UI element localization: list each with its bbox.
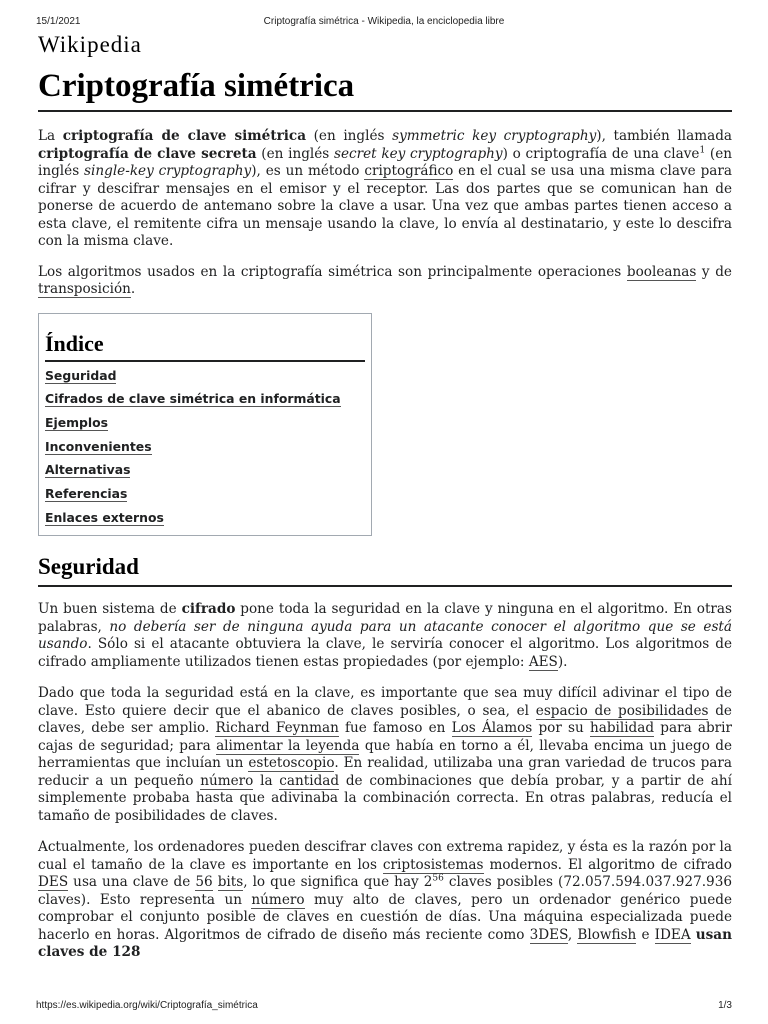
print-page-title: Criptografía simétrica - Wikipedia, la enciclopedia libre — [263, 16, 505, 27]
inline-link[interactable]: Richard Feynman — [215, 720, 339, 737]
intro-paragraph-1 — [38, 128, 732, 251]
text-run: (en inglés — [38, 145, 733, 179]
italic-text: no debería ser de ninguna ayuda para un atacante conocer el algoritmo que se está usando — [38, 618, 732, 653]
bold-text: usan claves de 128 — [38, 926, 732, 961]
inline-link[interactable]: habilidad — [589, 720, 655, 737]
inline-link[interactable]: número — [251, 891, 305, 908]
inline-link[interactable]: DES — [38, 874, 69, 891]
bold-text: criptografía de clave secreta — [38, 145, 257, 162]
toc-title: Índice — [45, 330, 365, 362]
toc-item-seguridad[interactable] — [45, 364, 365, 388]
text-run: , lo que significa que hay 2 — [243, 874, 433, 891]
text-run: pone toda la seguridad en la clave y ninguna en el algoritmo. En otras palabras, — [38, 601, 732, 635]
inline-link[interactable]: bits — [217, 874, 244, 891]
table-of-contents — [38, 313, 372, 537]
italic-text: secret key cryptography — [334, 145, 503, 162]
inline-link[interactable]: estetoscopio — [248, 755, 335, 772]
toc-item-inconvenientes[interactable] — [45, 435, 365, 459]
text-run: en el cual se usa una misma clave para cifrar y descifrar mensajes en el emisor y el receptor. Las dos partes que se comunican han de ponerse de acuerdo de antemano sobre la clave a usar. Una vez que ambas partes tienen acceso a esta clave, el remitente cifra un mensaje usando la clave, lo envía al destinatario, y este lo descifra con la misma clave. — [38, 163, 732, 249]
text-run: que había en torno a él, llevaba encima un juego de herramientas que incluían un — [38, 737, 732, 772]
text-run: muy alto de claves, pero un ordenador genérico puede comprobar el conjunto posible de claves en cuestión de días. Una máquina especializada puede hacerlo en horas. Algoritmos de cifrado de diseño más reciente como — [38, 891, 732, 943]
inline-link[interactable]: 3DES — [529, 926, 568, 943]
toc-item-referencias[interactable] — [45, 482, 365, 506]
bold-text: cifrado — [181, 601, 236, 618]
italic-text: symmetric key cryptography — [392, 128, 597, 144]
text-run: y de — [696, 263, 732, 280]
wikipedia-wordmark[interactable] — [38, 32, 142, 58]
bold-text: criptografía de clave simétrica — [62, 128, 307, 144]
article-content — [38, 66, 732, 962]
intro-paragraph-2 — [38, 264, 732, 299]
text-run: e — [636, 926, 655, 943]
text-run: Dado que toda la seguridad está en la clave, es importante que sea muy difícil adivinar el tipo de clave. Esto quiere decir que el abanico de claves posibles, o sea, el — [38, 685, 732, 719]
print-header — [36, 16, 732, 30]
text-run: modernos. El algoritmo de cifrado — [483, 856, 732, 873]
inline-link[interactable]: IDEA — [654, 926, 691, 943]
inline-link[interactable]: booleanas — [626, 263, 697, 280]
section-heading-seguridad: Seguridad — [38, 553, 732, 587]
text-run: por su — [532, 720, 590, 737]
toc-link[interactable]: Ejemplos — [45, 414, 109, 430]
superscript: 1 — [699, 144, 706, 155]
seguridad-paragraph-2 — [38, 685, 732, 825]
inline-link[interactable]: número — [200, 772, 254, 789]
toc-list — [45, 364, 365, 530]
toc-link[interactable]: Seguridad — [45, 367, 117, 383]
text-run: , — [567, 926, 578, 943]
text-run: la — [253, 772, 280, 789]
text-run: (en inglés — [256, 145, 334, 162]
seguridad-paragraph-1 — [38, 601, 732, 671]
text-run: Actualmente, los ordenadores pueden descifrar claves con extrema rapidez, y ésta es la razón por la cual el tamaño de la clave es importante en los — [38, 839, 732, 873]
text-run: Un buen sistema de — [38, 601, 182, 618]
toc-link[interactable]: Cifrados de clave simétrica en informática — [45, 391, 341, 407]
text-run: de combinaciones que debía probar, y a partir de ahí simplemente probaba hasta que adivinaba la combinación correcta. En otras palabras, reducía el tamaño de posibilidades de claves. — [38, 772, 732, 824]
inline-link[interactable]: criptosistemas — [382, 856, 484, 873]
inline-link[interactable]: espacio de posibilidades — [535, 702, 709, 719]
text-run: La — [38, 128, 63, 144]
inline-link[interactable]: cantidad — [279, 772, 340, 789]
inline-link[interactable]: Los Álamos — [451, 720, 533, 737]
text-run: ). — [557, 653, 568, 670]
toc-link[interactable]: Alternativas — [45, 462, 131, 478]
text-run: . Sólo si el atacante obtuviera la clave, le serviría conocer el algoritmo. Los algoritmos de cifrado ampliamente utilizados tienen estas propiedades (por ejemplo: — [38, 636, 732, 670]
inline-link[interactable]: criptográfico — [364, 163, 454, 179]
toc-link[interactable]: Inconvenientes — [45, 438, 152, 454]
page-title: Criptografía simétrica — [38, 66, 732, 112]
toc-item-ejemplos[interactable] — [45, 411, 365, 435]
italic-text: single-key cryptography — [84, 163, 252, 179]
inline-link[interactable]: 56 — [195, 874, 213, 891]
inline-link[interactable]: alimentar la leyenda — [216, 737, 360, 754]
inline-link[interactable]: transposición — [38, 281, 131, 297]
toc-item-cifrados[interactable] — [45, 387, 365, 411]
text-run — [213, 874, 218, 890]
print-url: https://es.wikipedia.org/wiki/Criptografía_simétrica — [36, 1000, 258, 1011]
superscript: 56 — [432, 873, 444, 884]
text-run: ), es un método — [251, 163, 365, 179]
text-run: . — [130, 281, 136, 297]
toc-item-alternativas[interactable] — [45, 458, 365, 482]
text-run: de claves, debe ser amplio. — [38, 702, 732, 737]
inline-link[interactable]: Blowfish — [577, 926, 637, 943]
inline-link[interactable]: AES — [528, 653, 558, 670]
print-page-number: 1/3 — [718, 1000, 732, 1011]
text-run: Los algoritmos usados en la criptografía simétrica son principalmente operaciones — [38, 263, 627, 280]
text-run: ), también llamada — [596, 128, 732, 144]
text-run: para abrir cajas de seguridad; para — [38, 720, 733, 754]
print-footer — [36, 1000, 732, 1014]
print-date: 15/1/2021 — [36, 16, 81, 27]
text-run: claves posibles (72.057.594.037.927.936 claves). Esto representa un — [38, 874, 732, 908]
seguridad-paragraph-3 — [38, 839, 732, 962]
text-run: usa una clave de — [68, 874, 196, 891]
text-run: (en inglés — [306, 128, 393, 144]
toc-item-enlaces-externos[interactable] — [45, 506, 365, 530]
toc-link[interactable]: Referencias — [45, 486, 128, 502]
toc-link[interactable]: Enlaces externos — [45, 509, 164, 525]
text-run: . En realidad, utilizaba una gran variedad de trucos para reducir a un pequeño — [38, 755, 732, 789]
text-run: ) o criptografía de una clave — [502, 145, 700, 162]
wordmark-text: Wikipedia — [38, 32, 142, 57]
text-run: fue famoso en — [338, 720, 452, 737]
